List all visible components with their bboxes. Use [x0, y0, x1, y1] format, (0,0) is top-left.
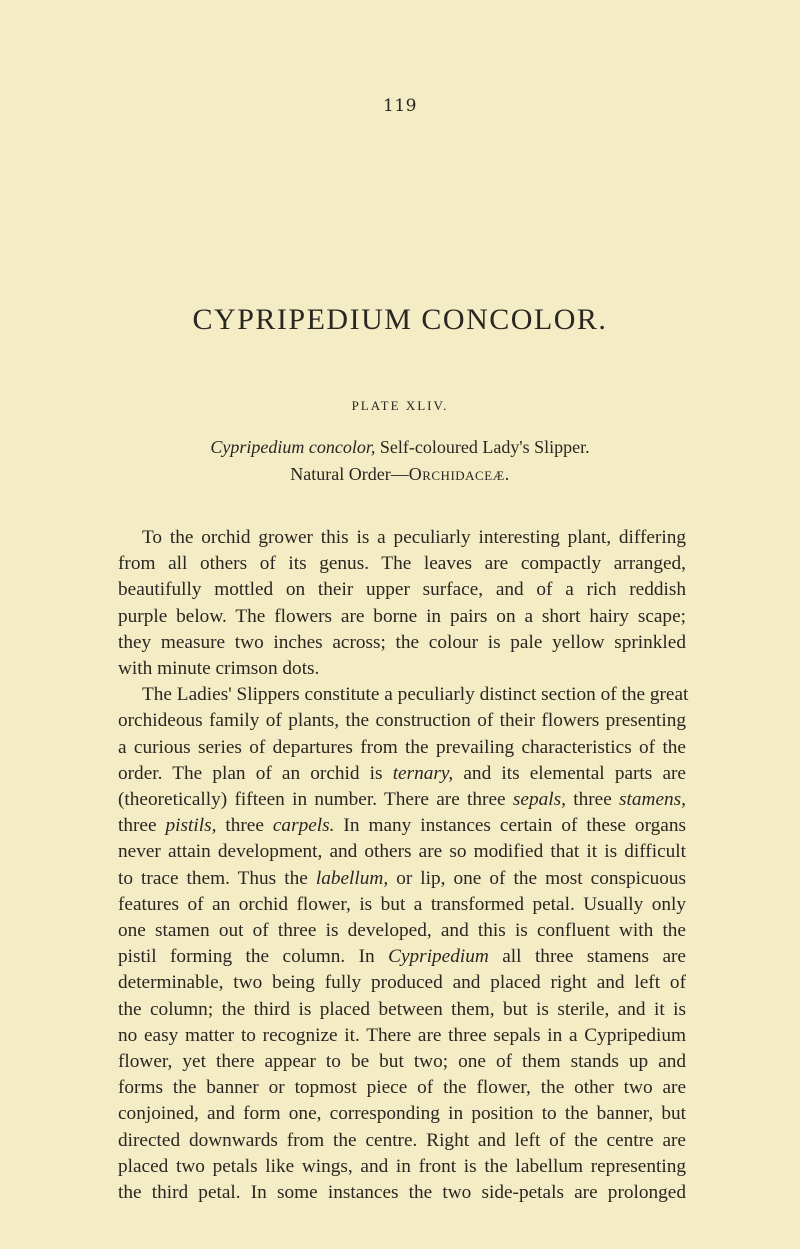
text-line: features of an orchid flower, is but a transformed petal. Usually only — [118, 893, 686, 915]
text-line: conjoined, and form one, corresponding in position to the banner, but — [118, 1103, 686, 1125]
text-line: forms the banner or topmost piece of the flower, the other two are — [118, 1077, 686, 1099]
body-text — [118, 525, 689, 1206]
text-line: with minute crimson dots. — [118, 658, 320, 680]
text-run: three — [118, 815, 166, 837]
text-line: never attain development, and others are so modified that it is difficult — [118, 841, 686, 863]
italic-term: stamens, — [619, 789, 686, 811]
text-run: three — [565, 789, 620, 811]
text-run: or lip, one of the most conspicuous — [388, 867, 686, 889]
italic-term: sepals, — [512, 789, 566, 811]
italic-term: carpels. — [272, 815, 335, 837]
text-line — [118, 813, 686, 839]
italic-term: ternary, — [392, 762, 454, 784]
text-run: pistil forming the column. In — [118, 946, 389, 968]
text-run: order. The plan of an orchid is — [118, 762, 393, 784]
text-run: and its elemental parts are — [453, 762, 686, 784]
text-line: from all others of its genus. The leaves are compactly arranged, — [118, 553, 686, 575]
text-line: one stamen out of three is developed, and this is confluent with the — [118, 920, 686, 942]
text-line: directed downwards from the centre. Right and left of the centre are — [118, 1129, 686, 1151]
natural-order — [0, 464, 800, 485]
page-number: 119 — [383, 96, 417, 116]
italic-term: labellum, — [315, 867, 389, 889]
text-line — [118, 866, 686, 892]
text-line: placed two petals like wings, and in front is the labellum representing — [118, 1155, 686, 1177]
plate-label: PLATE XLIV. — [351, 398, 449, 413]
text-line — [118, 761, 686, 787]
text-line: a curious series of departures from the prevailing characteristics of the — [118, 736, 686, 758]
paragraph-1 — [118, 525, 686, 682]
text-run: three — [216, 815, 273, 837]
text-line: orchideous family of plants, the construction of their flowers presenting — [118, 710, 686, 732]
text-run: (theoretically) fifteen in number. There are three — [118, 789, 513, 811]
text-line: To the orchid grower this is a peculiarly interesting plant, differing — [142, 527, 686, 548]
text-line: the third petal. In some instances the two side-petals are prolonged — [118, 1182, 686, 1204]
text-line: The Ladies' Slippers constitute a peculiarly distinct section of the great — [142, 684, 689, 706]
text-line: beautifully mottled on their upper surface, and of a rich reddish — [118, 579, 686, 601]
text-line: flower, yet there appear to be but two; one of them stands up and — [118, 1051, 686, 1073]
species-name: Cypripedium concolor, — [210, 437, 376, 457]
common-name: Self-coloured Lady's Slipper. — [375, 437, 590, 457]
text-run: all three stamens are — [488, 946, 686, 968]
text-line: determinable, two being fully produced and placed right and left of — [118, 972, 686, 994]
text-run: to trace them. Thus the — [118, 867, 316, 889]
text-run: In many instances certain of these organs — [334, 815, 686, 837]
italic-term: pistils, — [165, 815, 217, 837]
text-line: purple below. The flowers are borne in pairs on a short hairy scape; — [118, 605, 686, 627]
order-prefix: Natural Order— — [290, 464, 409, 484]
species-subtitle — [0, 437, 800, 458]
text-line: the column; the third is placed between them, but is sterile, and it is — [118, 998, 686, 1020]
order-name: Orchidaceæ. — [408, 464, 510, 484]
text-line — [118, 944, 686, 970]
text-line — [118, 787, 686, 813]
text-line: no easy matter to recognize it. There are three sepals in a Cypripedium — [118, 1024, 686, 1046]
paragraph-2 — [118, 682, 689, 1206]
page-title: CYPRIPEDIUM CONCOLOR. — [192, 303, 608, 336]
text-line: they measure two inches across; the colour is pale yellow sprinkled — [118, 631, 686, 653]
italic-term: Cypripedium — [388, 946, 489, 968]
